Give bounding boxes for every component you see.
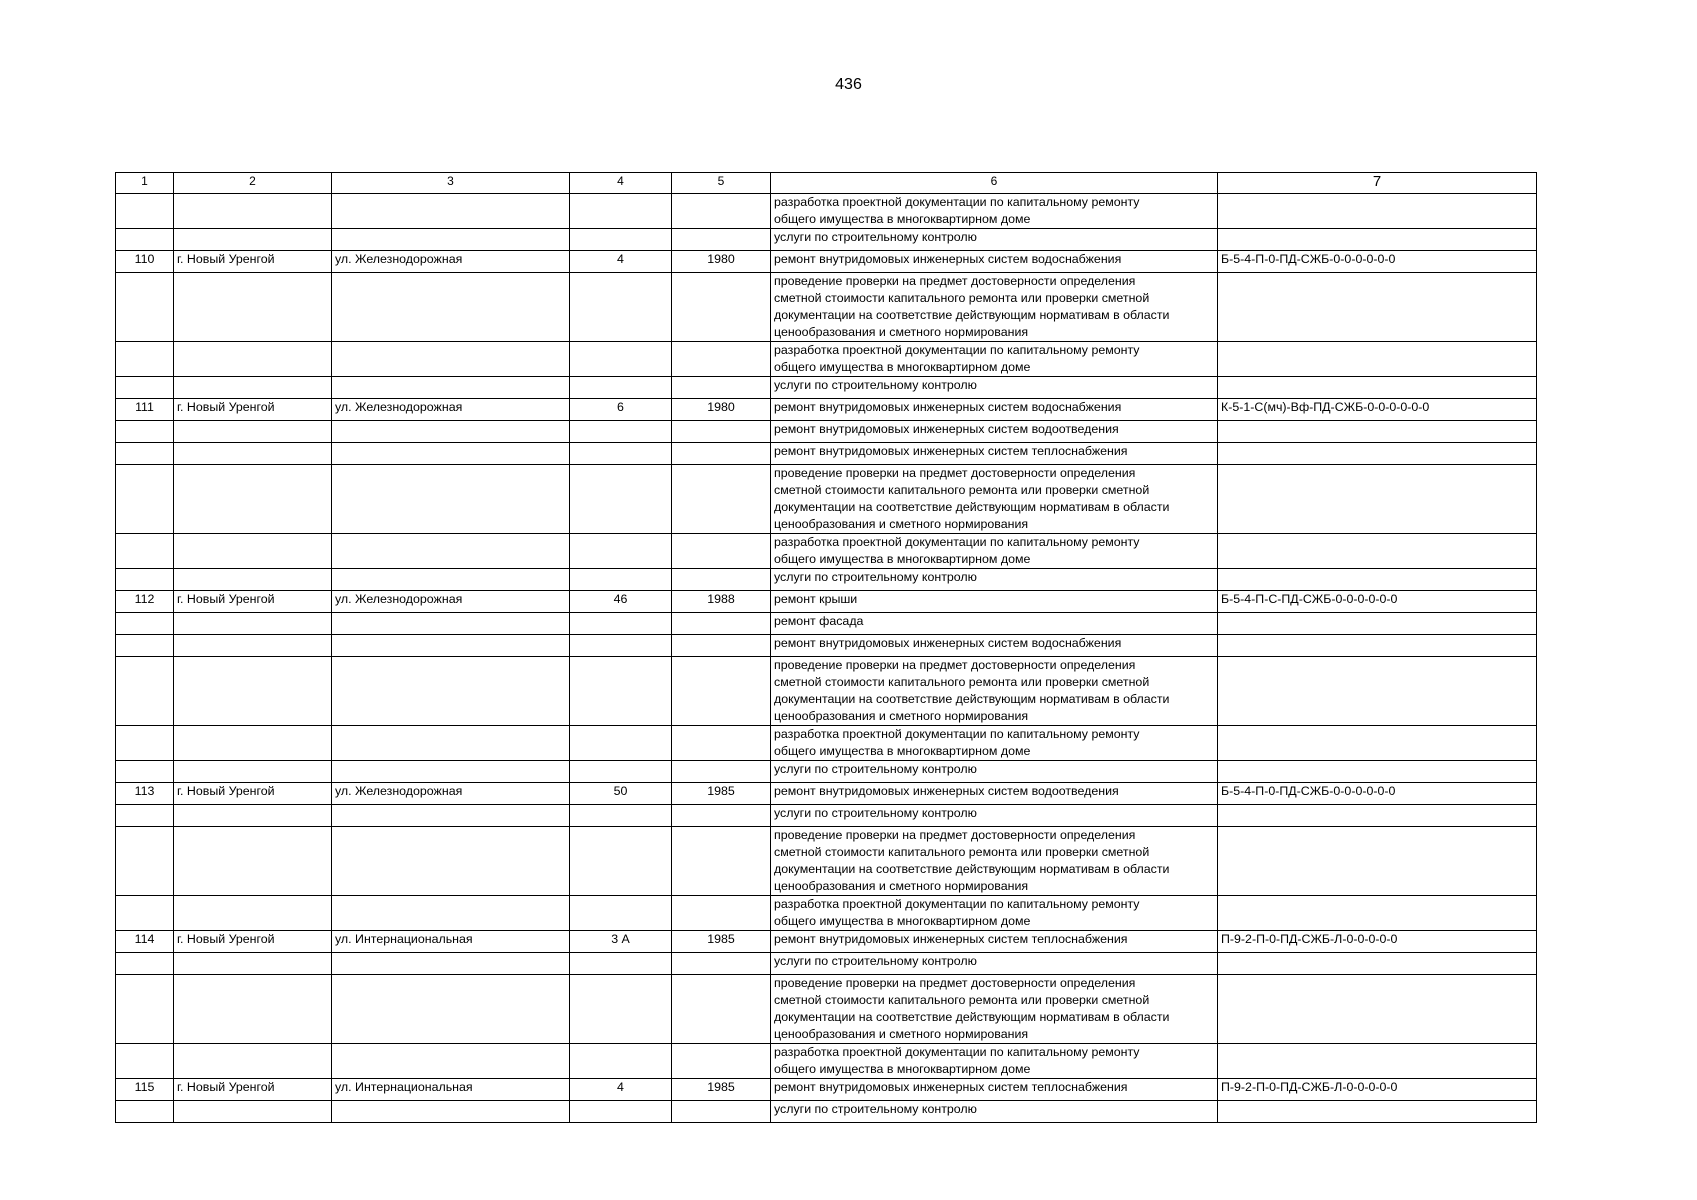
table-row [116,726,1537,761]
house-number-cell [570,377,672,399]
house-number-cell [570,657,672,726]
work-type-cell: услуги по строительному контролю [771,805,1218,827]
build-year-cell [672,761,771,783]
row-number-cell: 113 [116,783,174,805]
build-year-cell [672,1044,771,1079]
house-number-cell [570,569,672,591]
row-number-cell [116,896,174,931]
work-type-cell: разработка проектной документации по капитальному ремонту общего имущества в многоквартирном доме [771,342,1218,377]
build-year-cell [672,635,771,657]
row-number-cell [116,342,174,377]
column-header: 5 [672,173,771,194]
table-row [116,1044,1537,1079]
column-header: 4 [570,173,672,194]
building-code-cell [1218,421,1537,443]
building-code-cell [1218,805,1537,827]
building-code-cell [1218,1101,1537,1123]
build-year-cell: 1980 [672,399,771,421]
building-code-cell [1218,635,1537,657]
street-cell [332,1044,570,1079]
city-cell [174,342,332,377]
column-number-row [116,173,1537,194]
row-number-cell [116,534,174,569]
street-cell: ул. Железнодорожная [332,251,570,273]
street-cell [332,805,570,827]
work-type-cell: ремонт крыши [771,591,1218,613]
build-year-cell [672,443,771,465]
build-year-cell [672,534,771,569]
city-cell [174,421,332,443]
work-type-cell: разработка проектной документации по капитальному ремонту общего имущества в многоквартирном доме [771,1044,1218,1079]
house-number-cell [570,635,672,657]
street-cell [332,443,570,465]
building-code-cell: Б-5-4-П-0-ПД-СЖБ-0-0-0-0-0-0 [1218,251,1537,273]
table-row [116,1101,1537,1123]
house-number-cell [570,726,672,761]
house-number-cell: 46 [570,591,672,613]
house-number-cell [570,465,672,534]
work-type-cell: услуги по строительному контролю [771,377,1218,399]
house-number-cell: 4 [570,1079,672,1101]
table-row [116,251,1537,273]
building-code-cell [1218,975,1537,1044]
city-cell [174,569,332,591]
street-cell [332,726,570,761]
work-type-cell: проведение проверки на предмет достоверности определения сметной стоимости капитального ремонта или проверки сметной документации на соответствие действующим нормативам в области ценообразования и сметного нормирования [771,827,1218,896]
table-row [116,931,1537,953]
build-year-cell [672,465,771,534]
row-number-cell [116,1101,174,1123]
street-cell [332,657,570,726]
row-number-cell: 110 [116,251,174,273]
street-cell [332,194,570,229]
table-row [116,827,1537,896]
street-cell [332,953,570,975]
building-code-cell [1218,342,1537,377]
city-cell [174,657,332,726]
build-year-cell [672,896,771,931]
row-number-cell [116,1044,174,1079]
house-number-cell [570,194,672,229]
building-code-cell [1218,953,1537,975]
building-code-cell [1218,827,1537,896]
street-cell [332,377,570,399]
table-row [116,975,1537,1044]
column-header: 7 [1218,173,1537,194]
work-type-cell: разработка проектной документации по капитальному ремонту общего имущества в многоквартирном доме [771,896,1218,931]
building-code-cell: П-9-2-П-0-ПД-СЖБ-Л-0-0-0-0-0 [1218,931,1537,953]
house-number-cell [570,229,672,251]
row-number-cell [116,805,174,827]
house-number-cell [570,975,672,1044]
city-cell [174,805,332,827]
work-type-cell: ремонт внутридомовых инженерных систем водоснабжения [771,399,1218,421]
build-year-cell [672,273,771,342]
house-number-cell: 4 [570,251,672,273]
build-year-cell [672,805,771,827]
street-cell [332,761,570,783]
build-year-cell [672,1101,771,1123]
column-header: 1 [116,173,174,194]
city-cell [174,726,332,761]
build-year-cell [672,569,771,591]
table-row [116,377,1537,399]
city-cell [174,827,332,896]
city-cell [174,1044,332,1079]
building-code-cell [1218,194,1537,229]
street-cell [332,273,570,342]
row-number-cell [116,761,174,783]
street-cell [332,465,570,534]
work-type-cell: ремонт внутридомовых инженерных систем водоснабжения [771,251,1218,273]
build-year-cell [672,421,771,443]
table-row [116,194,1537,229]
building-code-cell [1218,273,1537,342]
building-code-cell [1218,443,1537,465]
house-number-cell [570,342,672,377]
city-cell [174,975,332,1044]
build-year-cell: 1985 [672,783,771,805]
work-type-cell: разработка проектной документации по капитальному ремонту общего имущества в многоквартирном доме [771,726,1218,761]
building-code-cell [1218,761,1537,783]
street-cell [332,613,570,635]
page-number: 436 [835,76,862,93]
street-cell [332,1101,570,1123]
work-type-cell: проведение проверки на предмет достоверности определения сметной стоимости капитального ремонта или проверки сметной документации на соответствие действующим нормативам в области ценообразования и сметного нормирования [771,975,1218,1044]
work-type-cell: ремонт внутридомовых инженерных систем водоотведения [771,783,1218,805]
street-cell [332,229,570,251]
house-number-cell [570,1101,672,1123]
city-cell [174,194,332,229]
building-code-cell [1218,569,1537,591]
work-type-cell: ремонт внутридомовых инженерных систем теплоснабжения [771,443,1218,465]
build-year-cell: 1980 [672,251,771,273]
table-row [116,342,1537,377]
city-cell [174,229,332,251]
row-number-cell [116,635,174,657]
building-code-cell: П-9-2-П-0-ПД-СЖБ-Л-0-0-0-0-0 [1218,1079,1537,1101]
city-cell: г. Новый Уренгой [174,399,332,421]
street-cell [332,569,570,591]
city-cell [174,953,332,975]
city-cell: г. Новый Уренгой [174,1079,332,1101]
row-number-cell [116,377,174,399]
house-number-cell [570,761,672,783]
table-row [116,953,1537,975]
city-cell: г. Новый Уренгой [174,591,332,613]
street-cell: ул. Интернациональная [332,931,570,953]
house-number-cell: 6 [570,399,672,421]
city-cell [174,635,332,657]
street-cell [332,635,570,657]
row-number-cell: 112 [116,591,174,613]
build-year-cell [672,194,771,229]
table-row [116,761,1537,783]
street-cell [332,975,570,1044]
building-code-cell [1218,465,1537,534]
street-cell [332,342,570,377]
row-number-cell: 115 [116,1079,174,1101]
table-row [116,569,1537,591]
city-cell [174,896,332,931]
table-row [116,805,1537,827]
work-type-cell: разработка проектной документации по капитальному ремонту общего имущества в многоквартирном доме [771,194,1218,229]
work-type-cell: услуги по строительному контролю [771,1101,1218,1123]
row-number-cell: 111 [116,399,174,421]
row-number-cell [116,975,174,1044]
city-cell: г. Новый Уренгой [174,783,332,805]
house-number-cell [570,443,672,465]
row-number-cell [116,229,174,251]
building-code-cell [1218,896,1537,931]
build-year-cell: 1985 [672,931,771,953]
table-body [116,194,1537,1123]
work-type-cell: ремонт фасада [771,613,1218,635]
city-cell [174,465,332,534]
building-code-cell [1218,726,1537,761]
city-cell [174,534,332,569]
row-number-cell [116,827,174,896]
work-type-cell: услуги по строительному контролю [771,761,1218,783]
build-year-cell [672,377,771,399]
city-cell [174,1101,332,1123]
capital-repair-table [115,172,1537,1123]
building-code-cell [1218,613,1537,635]
street-cell [332,421,570,443]
table-row [116,399,1537,421]
build-year-cell [672,827,771,896]
work-type-cell: ремонт внутридомовых инженерных систем водоснабжения [771,635,1218,657]
work-type-cell: проведение проверки на предмет достоверности определения сметной стоимости капитального ремонта или проверки сметной документации на соответствие действующим нормативам в области ценообразования и сметного нормирования [771,465,1218,534]
house-number-cell [570,953,672,975]
build-year-cell: 1988 [672,591,771,613]
street-cell: ул. Интернациональная [332,1079,570,1101]
row-number-cell [116,726,174,761]
work-type-cell: проведение проверки на предмет достоверности определения сметной стоимости капитального ремонта или проверки сметной документации на соответствие действующим нормативам в области ценообразования и сметного нормирования [771,273,1218,342]
row-number-cell [116,953,174,975]
build-year-cell [672,342,771,377]
work-type-cell: ремонт внутридомовых инженерных систем теплоснабжения [771,931,1218,953]
work-type-cell: проведение проверки на предмет достоверности определения сметной стоимости капитального ремонта или проверки сметной документации на соответствие действующим нормативам в области ценообразования и сметного нормирования [771,657,1218,726]
table-row [116,896,1537,931]
city-cell [174,613,332,635]
house-number-cell [570,534,672,569]
column-header: 3 [332,173,570,194]
work-type-cell: разработка проектной документации по капитальному ремонту общего имущества в многоквартирном доме [771,534,1218,569]
street-cell: ул. Железнодорожная [332,399,570,421]
row-number-cell [116,443,174,465]
row-number-cell [116,273,174,342]
street-cell [332,827,570,896]
table-row [116,465,1537,534]
build-year-cell [672,613,771,635]
street-cell: ул. Железнодорожная [332,591,570,613]
table-row [116,1079,1537,1101]
table-row [116,443,1537,465]
building-code-cell: Б-5-4-П-0-ПД-СЖБ-0-0-0-0-0-0 [1218,783,1537,805]
city-cell [174,761,332,783]
house-number-cell [570,421,672,443]
street-cell: ул. Железнодорожная [332,783,570,805]
table-row [116,591,1537,613]
row-number-cell [116,569,174,591]
work-type-cell: ремонт внутридомовых инженерных систем водоотведения [771,421,1218,443]
build-year-cell [672,953,771,975]
city-cell [174,443,332,465]
work-type-cell: услуги по строительному контролю [771,953,1218,975]
city-cell: г. Новый Уренгой [174,931,332,953]
building-code-cell: К-5-1-С(мч)-Вф-ПД-СЖБ-0-0-0-0-0-0 [1218,399,1537,421]
street-cell [332,896,570,931]
building-code-cell [1218,534,1537,569]
table-row [116,273,1537,342]
house-number-cell [570,896,672,931]
house-number-cell [570,273,672,342]
house-number-cell: 3 А [570,931,672,953]
house-number-cell [570,805,672,827]
building-code-cell: Б-5-4-П-С-ПД-СЖБ-0-0-0-0-0-0 [1218,591,1537,613]
building-code-cell [1218,229,1537,251]
work-type-cell: услуги по строительному контролю [771,569,1218,591]
row-number-cell [116,194,174,229]
build-year-cell [672,726,771,761]
build-year-cell [672,657,771,726]
table-row [116,635,1537,657]
house-number-cell: 50 [570,783,672,805]
row-number-cell [116,421,174,443]
column-header: 2 [174,173,332,194]
column-header: 6 [771,173,1218,194]
work-type-cell: ремонт внутридомовых инженерных систем теплоснабжения [771,1079,1218,1101]
table-row [116,783,1537,805]
house-number-cell [570,613,672,635]
table-row [116,534,1537,569]
building-code-cell [1218,1044,1537,1079]
city-cell: г. Новый Уренгой [174,251,332,273]
table-row [116,229,1537,251]
city-cell [174,273,332,342]
street-cell [332,534,570,569]
work-type-cell: услуги по строительному контролю [771,229,1218,251]
row-number-cell: 114 [116,931,174,953]
build-year-cell: 1985 [672,1079,771,1101]
row-number-cell [116,465,174,534]
house-number-cell [570,1044,672,1079]
build-year-cell [672,975,771,1044]
table-row [116,613,1537,635]
row-number-cell [116,657,174,726]
table-row [116,421,1537,443]
building-code-cell [1218,657,1537,726]
build-year-cell [672,229,771,251]
row-number-cell [116,613,174,635]
house-number-cell [570,827,672,896]
table-row [116,657,1537,726]
city-cell [174,377,332,399]
building-code-cell [1218,377,1537,399]
